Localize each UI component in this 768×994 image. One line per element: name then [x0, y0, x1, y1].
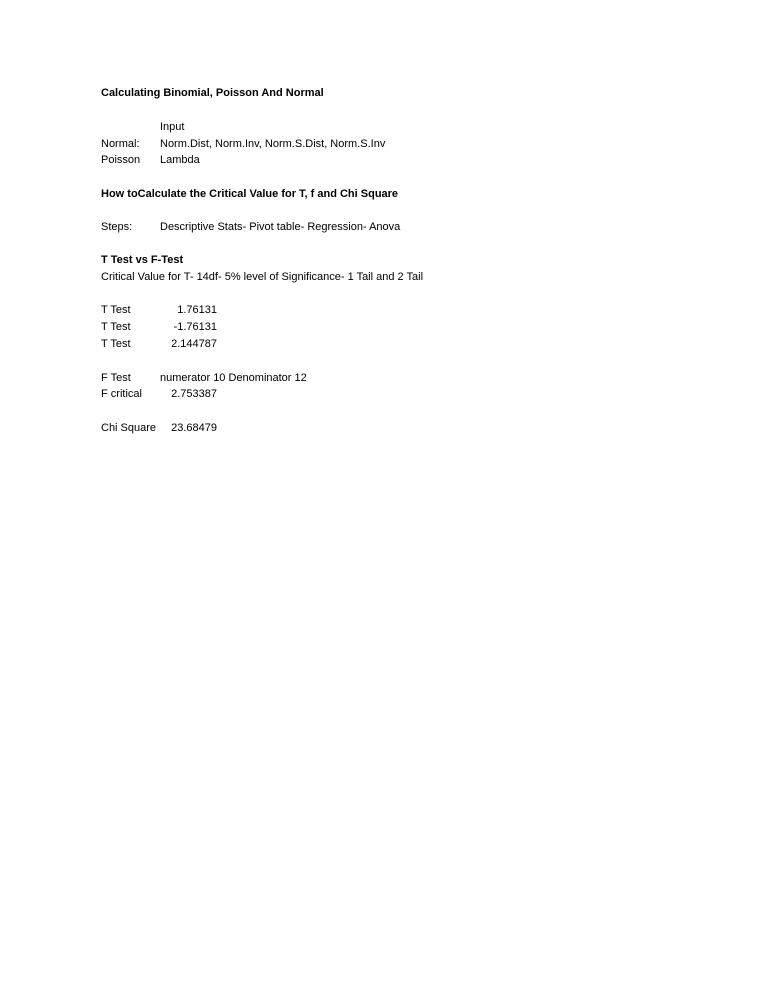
input-header: Input [160, 121, 185, 133]
chi-square-row [101, 421, 231, 435]
t-test-value: 2.144787 [171, 338, 217, 350]
t-test-row [101, 320, 231, 334]
chi-square-label: Chi Square [101, 422, 157, 434]
normal-label: Normal: [101, 138, 140, 150]
chi-square-value: 23.68479 [171, 422, 217, 434]
f-critical-label: F critical [101, 388, 142, 400]
t-test-row [101, 337, 231, 351]
normal-row [101, 137, 501, 151]
t-test-value: 1.76131 [177, 304, 217, 316]
f-critical-row [101, 387, 231, 401]
t-test-label: T Test [101, 321, 131, 333]
heading-distributions: Calculating Binomial, Poisson And Normal [101, 87, 324, 99]
steps-row [101, 220, 501, 234]
heading-ttest-vs-ftest: T Test vs F-Test [101, 254, 184, 266]
steps-label: Steps: [101, 221, 133, 233]
normal-value: Norm.Dist, Norm.Inv, Norm.S.Dist, Norm.S.Inv [160, 138, 386, 150]
critical-value-note: Critical Value for T- 14df- 5% level of Significance- 1 Tail and 2 Tail [101, 271, 424, 283]
poisson-value: Lambda [160, 154, 200, 166]
f-test-value: numerator 10 Denominator 12 [160, 372, 307, 384]
t-test-row [101, 303, 231, 317]
t-test-label: T Test [101, 338, 131, 350]
poisson-label: Poisson [101, 154, 141, 166]
t-test-value: -1.76131 [173, 321, 217, 333]
steps-value: Descriptive Stats- Pivot table- Regression- Anova [160, 221, 401, 233]
t-test-label: T Test [101, 304, 131, 316]
heading-critical-values: How toCalculate the Critical Value for T, f and Chi Square [101, 188, 399, 200]
f-test-row [101, 371, 401, 385]
f-test-label: F Test [101, 372, 131, 384]
f-critical-value: 2.753387 [171, 388, 217, 400]
poisson-row [101, 153, 501, 167]
